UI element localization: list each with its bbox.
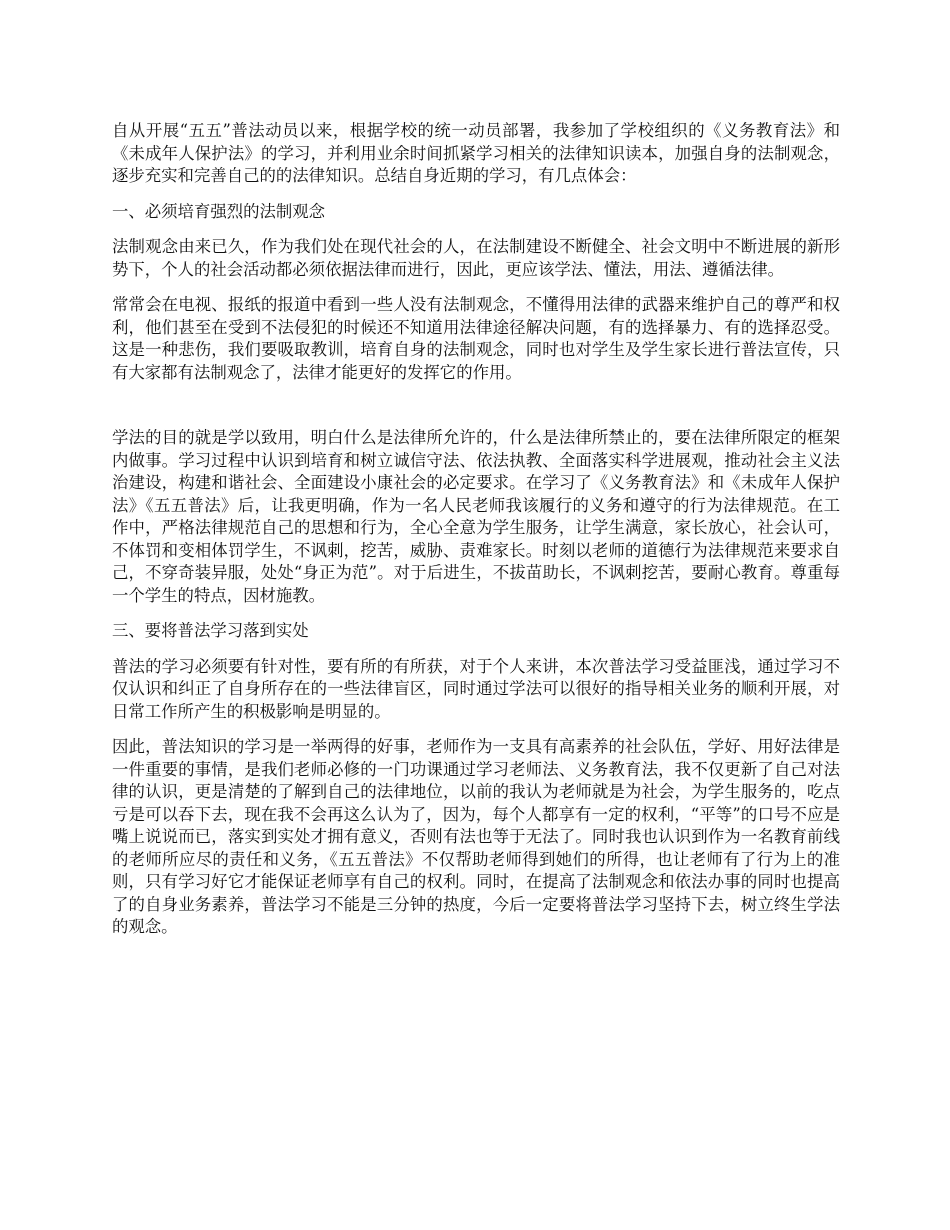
intro-paragraph: 自从开展“五五”普法动员以来，根据学校的统一动员部署，我参加了学校组织的《义务教育法》和《未成年人保护法》的学习，并利用业余时间抓紧学习相关的法律知识读本，加强自身的法制观念，逐步充实和完善自己的的法律知识。总结自身近期的学习，有几点体会： (112, 121, 840, 185)
section-heading-1: 一、必须培育强烈的法制观念 (112, 201, 326, 221)
body-paragraph: 因此，普法知识的学习是一举两得的好事，老师作为一支具有高素养的社会队伍，学好、用好法律是一件重要的事情，是我们老师必修的一门功课通过学习老师法、义务教育法，我不仅更新了自己对法律的认识，更是清楚的了解到自己的法律地位，以前的我认为老师就是为社会，为学生服务的，吃点亏是可以吞下去，现在我不会再这么认为了，因为，每个人都享有一定的权利，“平等”的口号不应是嘴上说说而已，落实到实处才拥有意义，否则有法也等于无法了。同时我也认识到作为一名教育前线的老师所应尽的责任和义务，《五五普法》不仅帮助老师得到她们的所得，也让老师有了行为上的准则，只有学习好它才能保证老师享有自己的权利。同时，在提高了法制观念和依法办事的同时也提高了的自身业务素养，普法学习不能是三分钟的热度，今后一定要将普法学习坚持下去，树立终生学法的观念。 (112, 737, 840, 936)
body-paragraph: 常常会在电视、报纸的报道中看到一些人没有法制观念，不懂得用法律的武器来维护自己的尊严和权利，他们甚至在受到不法侵犯的时候还不知道用法律途径解决问题，有的选择暴力、有的选择忍受。这是一种悲伤，我们要吸取教训，培育自身的法制观念，同时也对学生及学生家长进行普法宣传，只有大家都有法制观念了，法律才能更好的发挥它的作用。 (112, 295, 840, 382)
section-heading-3: 三、要将普法学习落到实处 (112, 621, 309, 640)
body-paragraph: 学法的目的就是学以致用，明白什么是法律所允许的，什么是法律所禁止的，要在法律所限定的框架内做事。学习过程中认识到培育和树立诚信守法、依法执教、全面落实科学进展观，推动社会主义法治建设，构建和谐社会、全面建设小康社会的必定要求。在学习了《义务教育法》和《未成年人保护法》《五五普法》后，让我更明确，作为一名人民老师我该履行的义务和遵守的行为法律规范。在工作中，严格法律规范自己的思想和行为，全心全意为学生服务，让学生满意，家长放心，社会认可，不体罚和变相体罚学生，不讽刺，挖苦，威胁、责难家长。时刻以老师的道德行为法律规范来要求自己，不穿奇装异服，处处“身正为范”。对于后进生，不拔苗助长，不讽刺挖苦，要耐心教育。尊重每一个学生的特点，因材施教。 (112, 428, 840, 605)
body-paragraph: 法制观念由来已久，作为我们处在现代社会的人，在法制建设不断健全、社会文明中不断进展的新形势下，个人的社会活动都必须依据法律而进行，因此，更应该学法、懂法，用法、遵循法律。 (112, 237, 840, 279)
document-body (112, 120, 840, 952)
body-paragraph: 普法的学习必须要有针对性，要有所的有所获，对于个人来讲，本次普法学习受益匪浅，通过学习不仅认识和纠正了自身所存在的一些法律盲区，同时通过学法可以很好的指导相关业务的顺利开展，对日常工作所产生的积极影响是明显的。 (112, 656, 840, 721)
blank-gap (112, 397, 840, 427)
